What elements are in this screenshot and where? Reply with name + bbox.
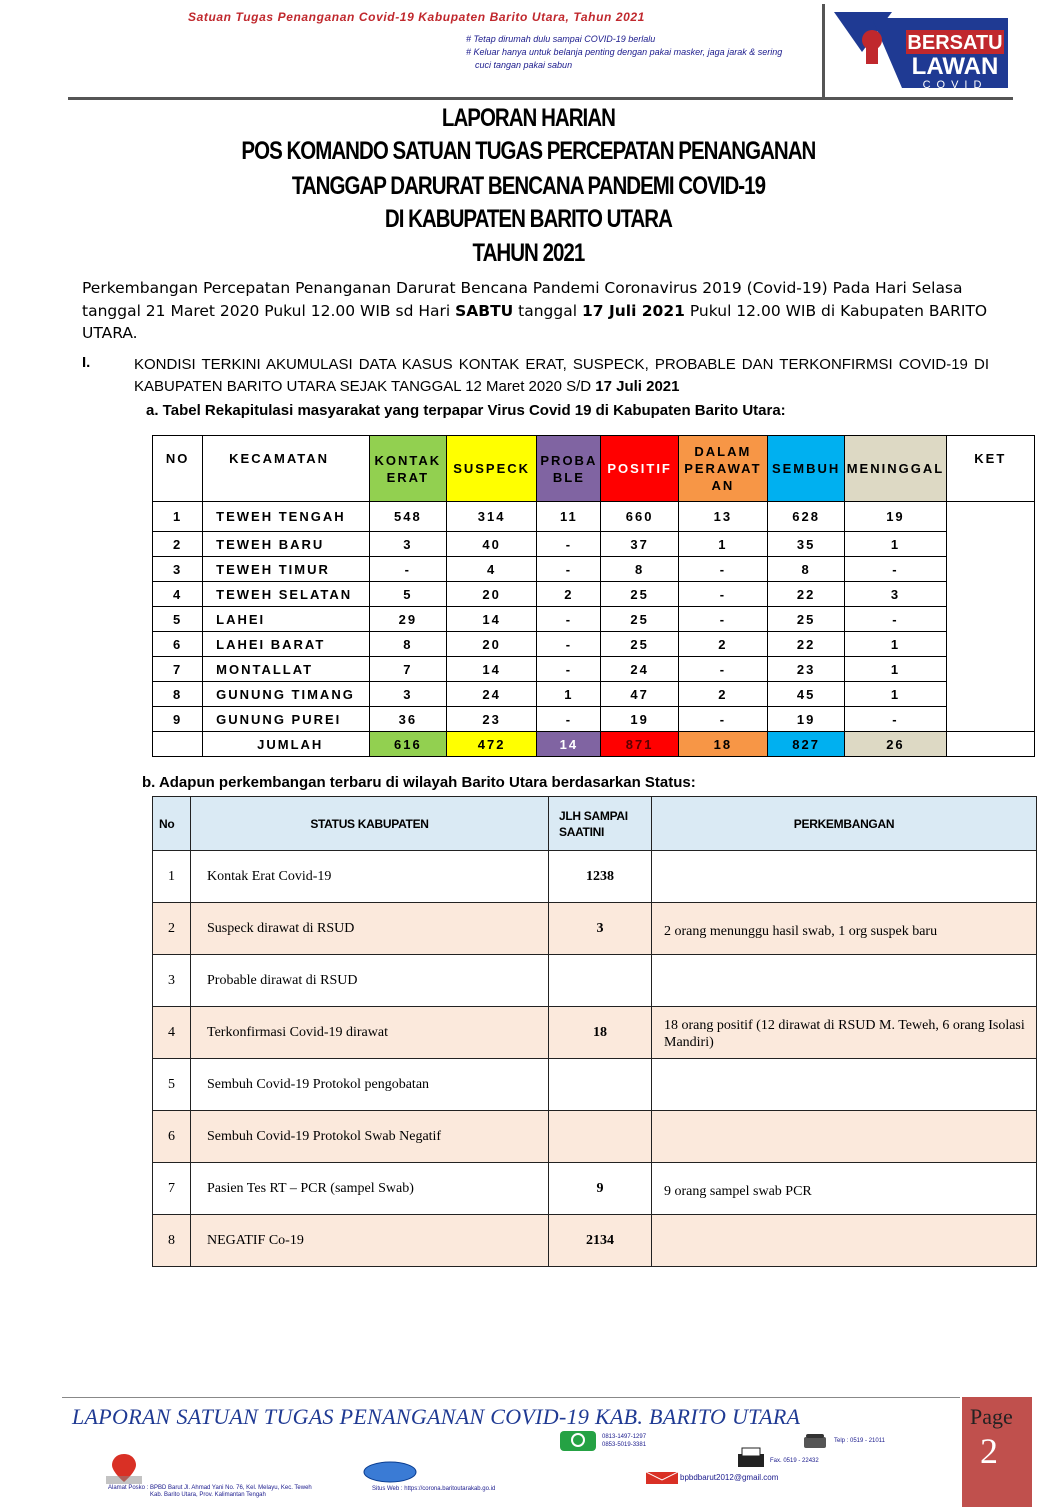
recap-row [153,632,1035,657]
intro-paragraph: Perkembangan Percepatan Penanganan Darurat Bencana Pandemi Coronavirus 2019 (Covid-19) Pada Hari Selasa tanggal 21 Maret 2020 Pukul 12.00 WIB sd Hari SABTU tanggal 17 Juli 2021 Pukul 12.00 WIB di Kabupaten BARITO UTARA. [82,279,988,342]
telephone-icon [802,1433,828,1454]
recap-cell-probable: - [537,632,601,657]
recap-row [153,607,1035,632]
status-cell-no: 7 [153,1163,191,1215]
whatsapp-icon [560,1431,596,1456]
header-title: Satuan Tugas Penanganan Covid-19 Kabupaten Barito Utara, Tahun 2021 [188,10,645,24]
recap-cell-sembuh: 8 [768,557,845,582]
recap-cell-kecamatan: LAHEI BARAT [203,632,370,657]
recap-cell-meninggal: 1 [845,532,946,557]
recap-cell-positif: 25 [601,632,678,657]
status-cell-value: 1238 [549,851,652,903]
status-cell-no: 4 [153,1007,191,1059]
recap-col-positif: POSITIF [601,436,678,502]
status-cell-status: Pasien Tes RT – PCR (sampel Swab) [191,1163,549,1215]
recap-total-positif: 871 [601,732,678,757]
recap-row [153,657,1035,682]
footer-divider [62,1397,960,1398]
status-cell-value: 18 [549,1007,652,1059]
recap-cell-kontak-erat: 5 [369,582,446,607]
header-divider-horizontal [68,97,1013,100]
recap-total-suspeck: 472 [446,732,536,757]
status-row [153,1111,1037,1163]
status-row [153,955,1037,1007]
subheading-b: b. Adapun perkembangan terbaru di wilayah Barito Utara berdasarkan Status: [142,774,696,791]
recap-cell-no: 4 [153,582,203,607]
recap-cell-kecamatan: GUNUNG TIMANG [203,682,370,707]
recap-cell-sembuh: 19 [768,707,845,732]
status-cell-dev [652,1059,1037,1111]
status-col-development: PERKEMBANGAN [652,797,1037,851]
status-cell-dev [652,851,1037,903]
status-row [153,851,1037,903]
header-note-3: cuci tangan pakai sabun [475,60,573,70]
recap-total-probable: 14 [537,732,601,757]
status-cell-value: 2134 [549,1215,652,1267]
status-row [153,1215,1037,1267]
status-col-status: STATUS KABUPATEN [191,797,549,851]
recap-cell-suspeck: 314 [446,502,536,532]
recap-cell-sembuh: 22 [768,582,845,607]
svg-text:LAWAN: LAWAN [911,53,999,80]
recap-row [153,582,1035,607]
page-number: 2 [980,1431,998,1471]
recap-total-dalam-perawatan: 18 [678,732,767,757]
recap-cell-sembuh: 22 [768,632,845,657]
header-note-2: # Keluar hanya untuk belanja penting dengan pakai masker, jaga jarak & sering [466,47,783,57]
recap-cell-dalam-perawatan: 13 [678,502,767,532]
status-cell-dev: 2 orang menunggu hasil swab, 1 org suspek baru [652,903,1037,955]
recap-cell-suspeck: 40 [446,532,536,557]
status-col-value: JLH SAMPAI SAATINI [549,797,652,851]
recap-cell-kecamatan: TEWEH TIMUR [203,557,370,582]
recap-cell-kontak-erat: 29 [369,607,446,632]
recap-cell-kontak-erat: 36 [369,707,446,732]
email-address: bpbdbarut2012@gmail.com [680,1473,779,1482]
recap-cell-dalam-perawatan: 2 [678,682,767,707]
recap-cell-positif: 19 [601,707,678,732]
recap-cell-positif: 660 [601,502,678,532]
recap-cell-suspeck: 14 [446,657,536,682]
report-title-line-3: TANGGAP DARURAT BENCANA PANDEMI COVID-19 [291,172,765,200]
recap-cell-positif: 25 [601,582,678,607]
recap-cell-kontak-erat: 548 [369,502,446,532]
status-cell-status: Kontak Erat Covid-19 [191,851,549,903]
address-line-1: Alamat Posko : BPBD Barut Jl. Ahmad Yani No. 76, Kel. Melayu, Kec. Teweh [108,1485,312,1491]
recap-cell-probable: 2 [537,582,601,607]
recap-cell-probable: - [537,607,601,632]
recap-cell-suspeck: 14 [446,607,536,632]
status-cell-dev [652,1111,1037,1163]
recap-cell-no: 1 [153,502,203,532]
status-cell-value: 9 [549,1163,652,1215]
whatsapp-number-2: 0853-5019-3381 [602,1442,647,1448]
fax-icon [736,1446,766,1473]
status-cell-status: Terkonfirmasi Covid-19 dirawat [191,1007,549,1059]
status-row [153,1007,1037,1059]
recap-cell-meninggal: - [845,707,946,732]
status-cell-status: Suspeck dirawat di RSUD [191,903,549,955]
recap-cell-sembuh: 23 [768,657,845,682]
recap-cell-meninggal: - [845,607,946,632]
recap-cell-sembuh: 45 [768,682,845,707]
recap-cell-meninggal: 19 [845,502,946,532]
recap-col-dalam-perawatan: DALAM PERAWAT AN [678,436,767,502]
recap-total-kontak-erat: 616 [369,732,446,757]
header-divider-vertical [822,4,825,98]
whatsapp-number-1: 0813-1497-1297 [602,1434,647,1440]
recap-total-ket [946,732,1034,757]
status-cell-value [549,955,652,1007]
recap-cell-kontak-erat: 7 [369,657,446,682]
report-title-line-5: TAHUN 2021 [472,239,585,267]
recap-cell-dalam-perawatan: 1 [678,532,767,557]
recap-cell-meninggal: 1 [845,682,946,707]
header-note-1: # Tetap dirumah dulu sampai COVID-19 berlalu [466,34,656,44]
page-label: Page [970,1404,1013,1429]
recap-cell-positif: 24 [601,657,678,682]
recap-row [153,682,1035,707]
status-cell-value: 3 [549,903,652,955]
recap-cell-probable: - [537,532,601,557]
globe-icon [358,1458,422,1489]
status-cell-no: 5 [153,1059,191,1111]
status-cell-dev: 9 orang sampel swab PCR [652,1163,1037,1215]
status-cell-status: NEGATIF Co-19 [191,1215,549,1267]
recap-cell-no: 6 [153,632,203,657]
recap-cell-meninggal: - [845,557,946,582]
recap-cell-no: 7 [153,657,203,682]
recap-cell-dalam-perawatan: 2 [678,632,767,657]
status-cell-status: Sembuh Covid-19 Protokol pengobatan [191,1059,549,1111]
recap-cell-positif: 25 [601,607,678,632]
bersatu-lawan-covid-logo [832,8,1010,94]
status-cell-no: 8 [153,1215,191,1267]
subheading-a: a. Tabel Rekapitulasi masyarakat yang terpapar Virus Covid 19 di Kabupaten Barito Utara: [146,402,786,419]
status-cell-value [549,1059,652,1111]
recap-cell-no: 3 [153,557,203,582]
recap-col-meninggal: MENINGGAL [845,436,946,502]
recap-cell-kontak-erat: - [369,557,446,582]
recap-cell-suspeck: 4 [446,557,536,582]
recap-cell-sembuh: 35 [768,532,845,557]
status-cell-dev [652,955,1037,1007]
status-cell-no: 2 [153,903,191,955]
report-title-line-4: DI KABUPATEN BARITO UTARA [384,205,672,233]
recap-col-probable: PROBA BLE [537,436,601,502]
section-number: I. [82,354,91,371]
recap-col-sembuh: SEMBUH [768,436,845,502]
recap-cell-kontak-erat: 3 [369,682,446,707]
recap-row [153,707,1035,732]
recap-cell-dalam-perawatan: - [678,657,767,682]
recap-cell-kecamatan: GUNUNG PUREI [203,707,370,732]
status-cell-dev [652,1215,1037,1267]
recap-row [153,532,1035,557]
report-title-line-1: LAPORAN HARIAN [441,104,615,132]
section-heading: KONDISI TERKINI AKUMULASI DATA KASUS KONTAK ERAT, SUSPECK, PROBABLE DAN TERKONFIRMSI COVID-19 DI KABUPATEN BARITO UTARA SEJAK TANGGAL 12 Maret 2020 S/D 17 Juli 2021 [134,356,989,395]
email-icon [646,1471,678,1489]
recap-col-kecamatan: KECAMATAN [203,436,370,502]
status-cell-dev: 18 orang positif (12 dirawat di RSUD M. Teweh, 6 orang Isolasi Mandiri) [652,1007,1037,1059]
status-row [153,1059,1037,1111]
recap-cell-dalam-perawatan: - [678,557,767,582]
address-line-2: Kab. Barito Utara, Prov. Kalimantan Tengah [150,1492,266,1498]
status-row [153,1163,1037,1215]
recap-cell-probable: 1 [537,682,601,707]
recap-cell-positif: 8 [601,557,678,582]
recap-cell-probable: - [537,707,601,732]
recap-total-sembuh: 827 [768,732,845,757]
recap-cell-ket [946,502,1034,732]
status-cell-no: 6 [153,1111,191,1163]
recap-total-meninggal: 26 [845,732,946,757]
report-title-line-2: POS KOMANDO SATUAN TUGAS PERCEPATAN PENANGANAN [241,137,816,165]
recap-cell-no: 5 [153,607,203,632]
recap-cell-kecamatan: TEWEH TENGAH [203,502,370,532]
status-cell-status: Probable dirawat di RSUD [191,955,549,1007]
status-cell-no: 3 [153,955,191,1007]
recap-cell-no: 2 [153,532,203,557]
recap-cell-kontak-erat: 8 [369,632,446,657]
recap-cell-dalam-perawatan: - [678,707,767,732]
recap-table [152,435,1035,757]
recap-cell-probable: - [537,557,601,582]
telephone-number: Telp : 0519 - 21011 [834,1438,885,1444]
recap-cell-kecamatan: TEWEH SELATAN [203,582,370,607]
recap-cell-meninggal: 1 [845,632,946,657]
recap-cell-dalam-perawatan: - [678,607,767,632]
recap-cell-kecamatan: TEWEH BARU [203,532,370,557]
recap-total-row [153,732,1035,757]
recap-cell-probable: - [537,657,601,682]
recap-cell-sembuh: 25 [768,607,845,632]
recap-cell-sembuh: 628 [768,502,845,532]
recap-total-no [153,732,203,757]
status-cell-value [549,1111,652,1163]
status-table [152,796,1037,1267]
recap-cell-suspeck: 20 [446,632,536,657]
footer-title: LAPORAN SATUAN TUGAS PENANGANAN COVID-19 KAB. BARITO UTARA [72,1404,801,1429]
recap-cell-no: 9 [153,707,203,732]
recap-col-kontak-erat: KONTAK ERAT [369,436,446,502]
status-cell-status: Sembuh Covid-19 Protokol Swab Negatif [191,1111,549,1163]
recap-cell-dalam-perawatan: - [678,582,767,607]
recap-cell-kontak-erat: 3 [369,532,446,557]
recap-cell-suspeck: 24 [446,682,536,707]
status-cell-no: 1 [153,851,191,903]
svg-text:BERSATU: BERSATU [907,32,1003,54]
recap-cell-positif: 47 [601,682,678,707]
recap-row [153,502,1035,532]
recap-col-ket: KET [946,436,1034,502]
recap-total-label: JUMLAH [203,732,370,757]
recap-cell-kecamatan: LAHEI [203,607,370,632]
recap-cell-suspeck: 20 [446,582,536,607]
recap-row [153,557,1035,582]
recap-cell-suspeck: 23 [446,707,536,732]
status-col-no: No [153,797,191,851]
recap-col-no: NO [153,436,203,502]
recap-col-suspeck: SUSPECK [446,436,536,502]
svg-text:COVID: COVID [922,79,988,91]
recap-cell-probable: 11 [537,502,601,532]
recap-cell-kecamatan: MONTALLAT [203,657,370,682]
recap-cell-meninggal: 3 [845,582,946,607]
recap-cell-meninggal: 1 [845,657,946,682]
recap-cell-positif: 37 [601,532,678,557]
status-row [153,903,1037,955]
website: Situs Web : https://corona.baritoutarakab.go.id [372,1486,496,1492]
fax-number: Fax. 0519 - 22432 [770,1458,819,1464]
recap-cell-no: 8 [153,682,203,707]
